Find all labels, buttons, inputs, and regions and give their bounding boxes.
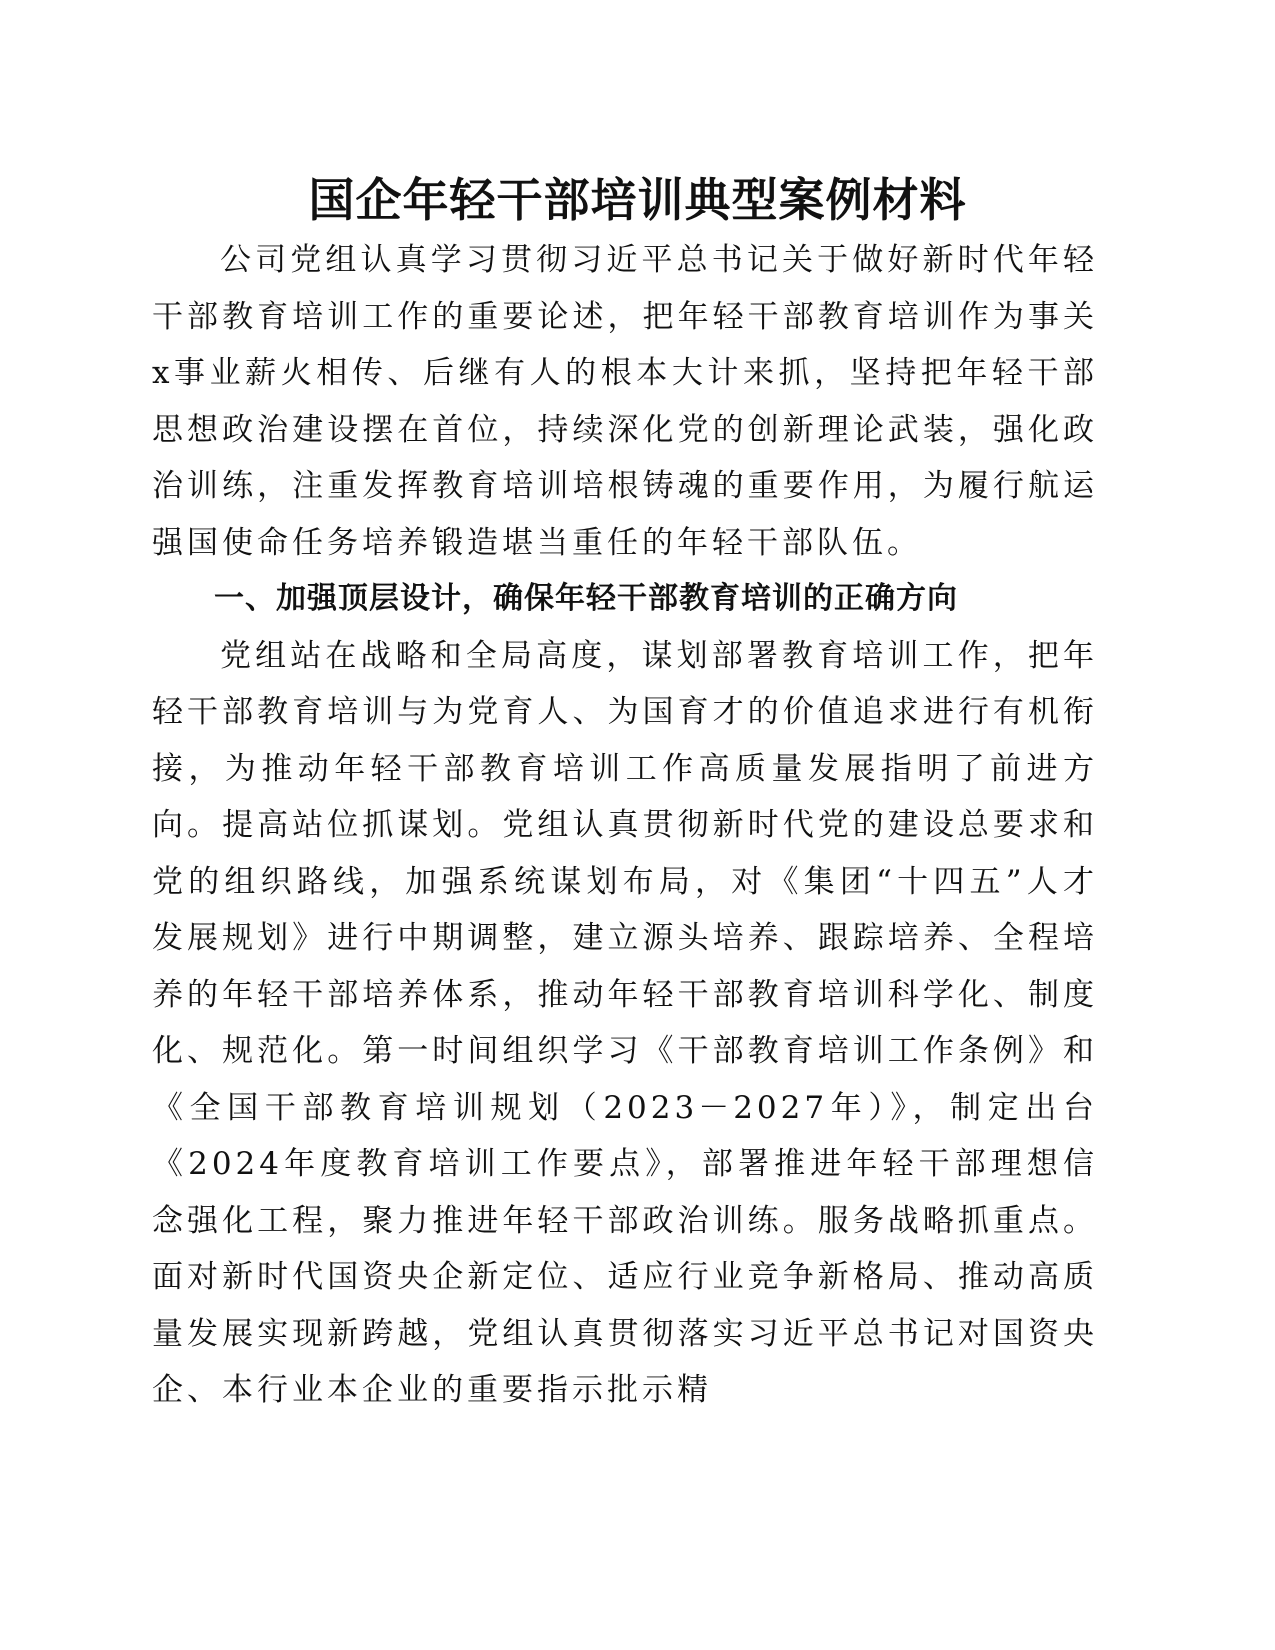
intro-paragraph: 公司党组认真学习贯彻习近平总书记关于做好新时代年轻干部教育培训工作的重要论述，把年轻干部教育培训作为事关x事业薪火相传、后继有人的根本大计来抓，坚持把年轻干部思想政治建设摆在首位，持续深化党的创新理论武装，强化政治训练，注重发挥教育培训培根铸魂的重要作用，为履行航运强国使命任务培养锻造堪当重任的年轻干部队伍。 [152, 242, 1098, 561]
section-heading-1: 一、加强顶层设计，确保年轻干部教育培训的正确方向 [214, 581, 958, 616]
document-title: 国企年轻干部培训典型案例材料 [308, 173, 967, 227]
document-body [152, 232, 1098, 1419]
section-1-paragraph: 党组站在战略和全局高度，谋划部署教育培训工作，把年轻干部教育培训与为党育人、为国育才的价值追求进行有机衔接，为推动年轻干部教育培训工作高质量发展指明了前进方向。提高站位抓谋划。党组认真贯彻新时代党的建设总要求和党的组织路线，加强系统谋划布局，对《集团“十四五”人才发展规划》进行中期调整，建立源头培养、跟踪培养、全程培养的年轻干部培养体系，推动年轻干部教育培训科学化、制度化、规范化。第一时间组织学习《干部教育培训工作条例》和《全国干部教育培训规划（2023－2027年）》，制定出台《2024年度教育培训工作要点》，部署推进年轻干部理想信念强化工程，聚力推进年轻干部政治训练。服务战略抓重点。面对新时代国资央企新定位、适应行业竞争新格局、推动高质量发展实现新跨越，党组认真贯彻落实习近平总书记对国资央企、本行业本企业的重要指示批示精 [152, 637, 1098, 1408]
